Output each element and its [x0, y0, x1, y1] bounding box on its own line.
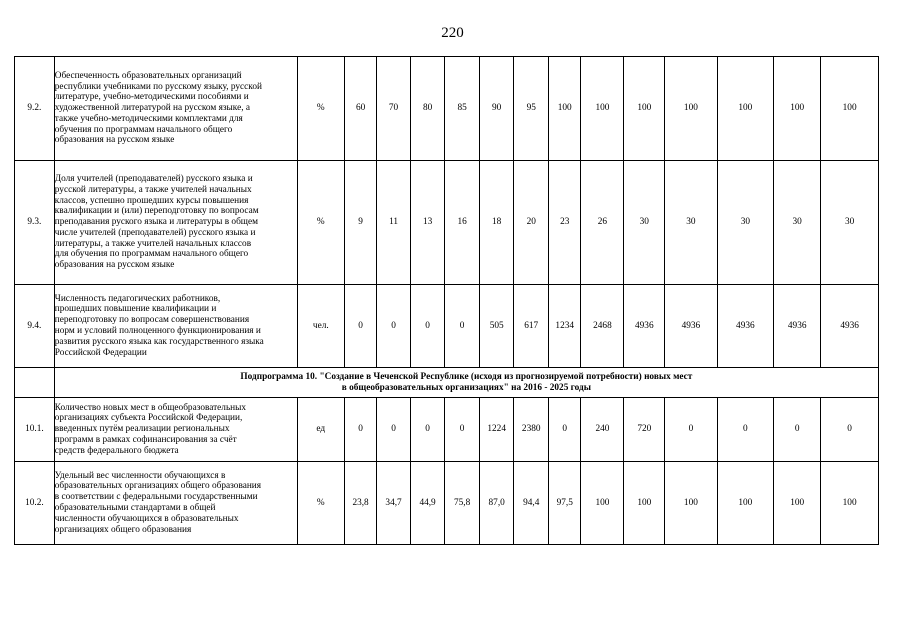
value-cell: 13 — [410, 161, 445, 285]
value-cell: 100 — [624, 462, 665, 545]
row-number: 10.1. — [15, 398, 55, 462]
value-cell: 4936 — [821, 285, 879, 368]
value-cell: 26 — [581, 161, 624, 285]
description-line: художественной литературой на русском языке, а — [54, 103, 250, 114]
value-cell: 20 — [514, 161, 549, 285]
indicators-table — [14, 56, 879, 545]
description-line: в соответствии с федеральными государственными — [54, 492, 258, 503]
value-cell: 0 — [377, 285, 411, 368]
description-line: прошедших повышение квалификации и — [54, 304, 217, 315]
value-cell: 75,8 — [445, 462, 480, 545]
value-cell: 0 — [717, 398, 774, 462]
description-line: также учебно-методическими комплектами для — [54, 113, 243, 124]
value-cell: 0 — [377, 398, 411, 462]
value-cell: 100 — [821, 462, 879, 545]
description-line: Обеспеченность образовательных организаций — [54, 70, 242, 81]
unit-cell: % — [297, 161, 344, 285]
description-line: программ в рамках софинансирования за счёт — [54, 434, 237, 445]
unit-cell: % — [297, 462, 344, 545]
value-cell: 0 — [445, 285, 480, 368]
value-cell: 0 — [410, 398, 445, 462]
value-cell: 16 — [445, 161, 480, 285]
subprogram-title-line-2: в общеобразовательных организациях" на 2016 - 2025 годы — [341, 382, 592, 393]
description-line: Численность педагогических работников, — [54, 293, 221, 304]
description-line: числе учителей (преподавателей) русского языка и — [54, 227, 256, 238]
value-cell: 30 — [821, 161, 879, 285]
section-header-row — [15, 368, 879, 398]
description-line: норм и условий полноценного функционирования и — [54, 326, 261, 336]
value-cell: 70 — [377, 57, 411, 161]
value-cell: 100 — [717, 57, 774, 161]
indicator-description — [54, 398, 297, 462]
value-cell: 23 — [549, 161, 581, 285]
value-cell: 100 — [665, 57, 717, 161]
value-cell: 100 — [624, 57, 665, 161]
value-cell: 18 — [479, 161, 514, 285]
value-cell: 0 — [665, 398, 717, 462]
value-cell: 30 — [774, 161, 821, 285]
unit-cell: ед — [297, 398, 344, 462]
value-cell: 4936 — [624, 285, 665, 368]
unit-cell: чел. — [297, 285, 344, 368]
value-cell: 0 — [445, 398, 480, 462]
value-cell: 100 — [549, 57, 581, 161]
description-line: организациях общего образования — [54, 524, 192, 535]
value-cell: 1224 — [479, 398, 514, 462]
value-cell: 0 — [774, 398, 821, 462]
row-number: 10.2. — [15, 462, 55, 545]
description-line: обучения по программам начального общего — [54, 124, 233, 135]
value-cell: 23,8 — [344, 462, 376, 545]
description-line: русской литературы, а также учителей начальных — [54, 184, 252, 195]
value-cell: 1234 — [549, 285, 581, 368]
table-row — [15, 57, 879, 161]
description-line: средств федерального бюджета — [54, 445, 179, 456]
value-cell: 30 — [717, 161, 774, 285]
row-number: 9.2. — [15, 57, 55, 161]
value-cell: 30 — [624, 161, 665, 285]
value-cell: 87,0 — [479, 462, 514, 545]
unit-cell: % — [297, 57, 344, 161]
value-cell: 0 — [549, 398, 581, 462]
value-cell: 0 — [821, 398, 879, 462]
indicator-description — [54, 57, 297, 161]
value-cell: 95 — [514, 57, 549, 161]
value-cell: 720 — [624, 398, 665, 462]
description-line: образования на русском языке — [54, 260, 175, 271]
description-line: Доля учителей (преподавателей) русского языка и — [54, 173, 253, 184]
description-line: развития русского языка как государственного языка — [54, 336, 264, 347]
description-line: численности обучающихся в образовательных — [54, 513, 239, 524]
value-cell: 0 — [344, 285, 376, 368]
description-line: для обучения по программам начального общего — [54, 249, 249, 260]
value-cell: 100 — [821, 57, 879, 161]
description-line: образовательных организациях общего образования — [54, 481, 262, 492]
table-row — [15, 398, 879, 462]
value-cell: 97,5 — [549, 462, 581, 545]
value-cell: 240 — [581, 398, 624, 462]
value-cell: 100 — [717, 462, 774, 545]
subprogram-title — [54, 368, 878, 398]
indicator-description — [54, 462, 297, 545]
row-number: 9.4. — [15, 285, 55, 368]
value-cell: 11 — [377, 161, 411, 285]
description-line: квалификации и (или) переподготовку по вопросам — [54, 206, 259, 217]
indicator-description — [54, 161, 297, 285]
value-cell: 34,7 — [377, 462, 411, 545]
description-line: введенных путём реализации региональных — [54, 424, 230, 435]
description-line: республики учебниками по русскому языку, русской — [54, 81, 262, 92]
description-line: переподготовку по вопросам совершенствования — [54, 315, 250, 326]
subprogram-title-line-1: Подпрограмма 10. "Создание в Чеченской Республике (исходя из прогнозируемой потребности) новых мест — [240, 371, 693, 382]
description-line: литературы, а также учителей начальных классов — [54, 238, 252, 249]
value-cell: 90 — [479, 57, 514, 161]
description-line: литературе, учебно-методическими пособиями и — [54, 92, 249, 103]
value-cell: 100 — [774, 57, 821, 161]
value-cell: 9 — [344, 161, 376, 285]
page-number: 220 — [441, 25, 464, 41]
value-cell: 4936 — [665, 285, 717, 368]
table-row — [15, 285, 879, 368]
indicator-description — [54, 285, 297, 368]
description-line: образования на русском языке — [54, 135, 175, 146]
description-line: образовательными стандартами в общей — [54, 503, 216, 513]
value-cell: 44,9 — [410, 462, 445, 545]
value-cell: 617 — [514, 285, 549, 368]
value-cell: 100 — [774, 462, 821, 545]
description-line: Количество новых мест в общеобразовательных — [54, 402, 247, 413]
value-cell: 60 — [344, 57, 376, 161]
table-row — [15, 161, 879, 285]
value-cell: 85 — [445, 57, 480, 161]
description-line: преподавания руского языка и литературы в общем — [54, 217, 258, 228]
description-line: Удельный вес численности обучающихся в — [54, 470, 226, 481]
value-cell: 4936 — [774, 285, 821, 368]
value-cell: 100 — [581, 57, 624, 161]
value-cell: 2468 — [581, 285, 624, 368]
value-cell: 80 — [410, 57, 445, 161]
value-cell: 100 — [665, 462, 717, 545]
description-line: организациях субъекта Российской Федерации, — [54, 413, 243, 424]
value-cell: 505 — [479, 285, 514, 368]
value-cell: 0 — [344, 398, 376, 462]
row-number: 9.3. — [15, 161, 55, 285]
table-row — [15, 462, 879, 545]
description-line: Российской Федерации — [54, 347, 147, 358]
value-cell: 100 — [581, 462, 624, 545]
value-cell: 4936 — [717, 285, 774, 368]
value-cell: 94,4 — [514, 462, 549, 545]
value-cell: 0 — [410, 285, 445, 368]
value-cell: 30 — [665, 161, 717, 285]
value-cell: 2380 — [514, 398, 549, 462]
description-line: классов, успешно прошедших курсы повышения — [54, 195, 249, 206]
